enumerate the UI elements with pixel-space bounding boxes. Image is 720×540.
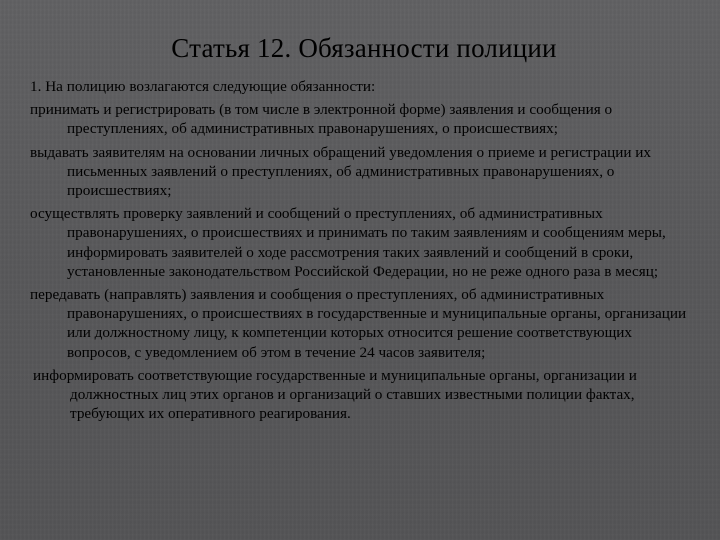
slide-body — [30, 77, 690, 423]
intro-paragraph: 1. На полицию возлагаются следующие обязанности: — [30, 78, 376, 95]
duty-paragraph-notify-receipt: выдавать заявителям на основании личных обращений уведомления о приеме и регистрации их письменных заявлений о преступлениях, об административных правонарушениях, о происшествиях; — [30, 143, 651, 200]
duty-paragraph-forward: передавать (направлять) заявления и сообщения о преступлениях, об административных правонарушениях, о происшествиях в государственные и муниципальные органы, организации или должностному лицу, к компетенции которых относится решение соответствующих вопросов, с уведомлением об этом в течение 24 часов заявителя; — [30, 286, 687, 361]
slide-title: Статья 12. Обязанности полиции — [171, 33, 557, 63]
duty-paragraph-verify: осуществлять проверку заявлений и сообщений о преступлениях, об административных правонарушениях, о происшествиях и принимать по таким заявлениям и сообщениям меры, информировать заявителей о ходе рассмотрения таких заявлений и сообщений в сроки, установленные законодательством Российской Федерации, но не реже одного раза в месяц; — [30, 205, 666, 280]
duty-paragraph-register: принимать и регистрировать (в том числе в электронной форме) заявления и сообщения о преступлениях, об административных правонарушениях, о происшествиях; — [30, 101, 613, 138]
duty-paragraph-inform-authorities: информировать соответствующие государственные и муниципальные органы, организации и должностных лиц этих органов и организаций о ставших известными полиции фактах, требующих их оперативного реагирования. — [33, 366, 637, 423]
